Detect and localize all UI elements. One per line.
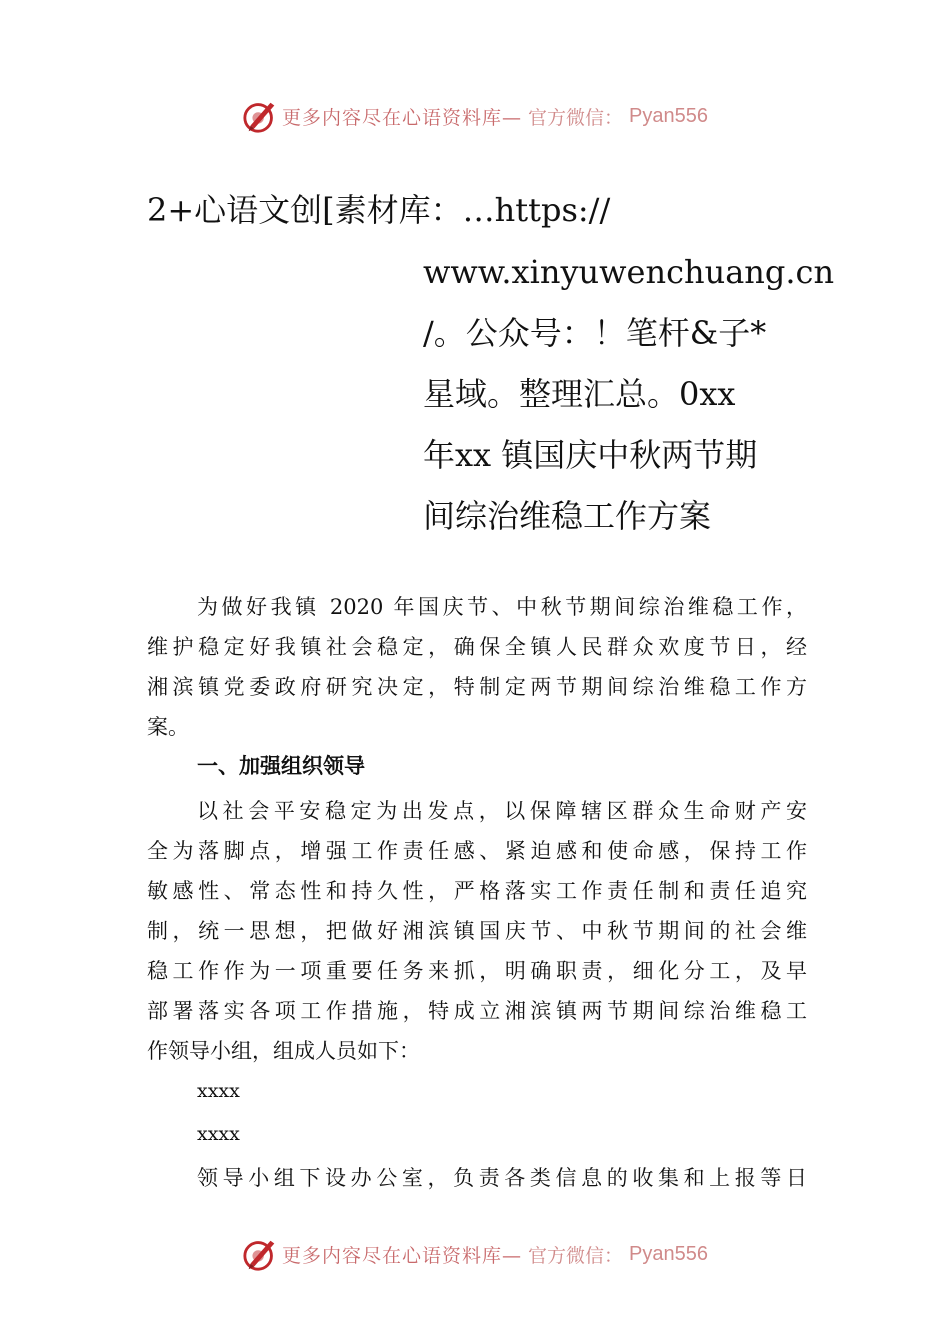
text-line: 稳工作作为一项重要任务来抓，明确职责，细化分工，及早 (147, 959, 807, 983)
text-line: 为做好我镇 2020 年国庆节、中秋节期间综治维稳工作， (197, 595, 807, 619)
text-line: 维护稳定好我镇社会稳定，确保全镇人民群众欢度节日，经 (147, 635, 807, 659)
title-line: 2+心语文创[素材库：…https:// (147, 191, 611, 229)
title-line: 间综治维稳工作方案 (423, 497, 712, 535)
text-line: 湘滨镇党委政府研究决定，特制定两节期间综治维稳工作方 (147, 675, 807, 699)
banner-wechat-label: 官方微信： (528, 1244, 624, 1267)
title-line: 星域。整理汇总。0xx (423, 375, 736, 413)
text-line: 作领导小组，组成人员如下： (147, 1039, 420, 1063)
title-line: www.xinyuwenchuang.cn (423, 253, 835, 291)
text-line: 以社会平安稳定为出发点，以保障辖区群众生命财产安 (197, 799, 807, 823)
text-line: 敏感性、常态性和持久性，严格落实工作责任制和责任追究 (147, 879, 807, 903)
text-line: 部署落实各项工作措施，特成立湘滨镇两节期间综治维稳工 (147, 999, 807, 1023)
banner-wechat-id: Pyan556 (629, 104, 708, 127)
text-line: 全为落脚点，增强工作责任感、紧迫感和使命感，保持工作 (147, 839, 807, 863)
text-line: 案。 (147, 715, 189, 739)
title-line: /。公众号：！笔杆&子* (423, 314, 767, 352)
banner-slogan: 更多内容尽在心语资料库— (282, 106, 523, 129)
banner-wechat-label: 官方微信： (528, 106, 624, 129)
text-line: 制，统一思想，把做好湘滨镇国庆节、中秋节期间的社会维 (147, 919, 807, 943)
office-paragraph: 领导小组下设办公室，负责各类信息的收集和上报等日 (197, 1166, 807, 1190)
header-banner (0, 96, 950, 136)
quill-pen-icon (242, 97, 280, 135)
banner-wechat-id: Pyan556 (629, 1242, 708, 1265)
section-heading: 一、加强组织领导 (197, 754, 365, 778)
banner-slogan: 更多内容尽在心语资料库— (282, 1244, 523, 1267)
member-name: xxxx (197, 1080, 240, 1102)
member-name: xxxx (197, 1123, 240, 1145)
footer-banner (0, 1234, 950, 1274)
title-line: 年xx 镇国庆中秋两节期 (423, 436, 758, 474)
quill-pen-icon (242, 1235, 280, 1273)
